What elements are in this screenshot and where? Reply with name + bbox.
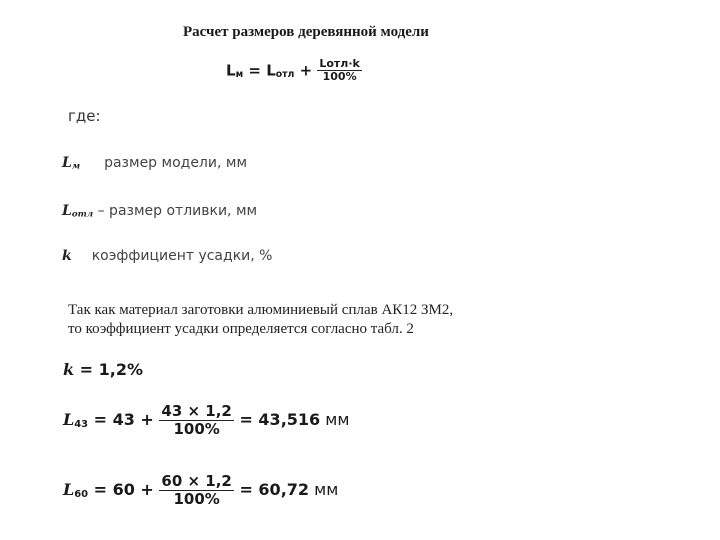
k-symbol: k [63, 360, 75, 379]
calc-numerator: 43 × 1,2 [161, 402, 232, 420]
formula-denominator: 100% [317, 70, 362, 84]
definition-casting-size [62, 203, 257, 220]
definition-model-size [62, 155, 247, 172]
calc-unit: мм [320, 409, 350, 429]
calc-l43 [63, 403, 349, 438]
calc-symbol: L [63, 409, 75, 429]
paragraph [68, 301, 453, 339]
calc-result: = 60,72 [233, 479, 310, 499]
calc-unit: мм [309, 479, 339, 499]
calc-numerator: 60 × 1,2 [161, 472, 232, 490]
definition-symbol: $L_{отл}$ [62, 203, 94, 220]
calc-denominator: 100% [159, 420, 233, 438]
calc-symbol-sub: 60 [74, 488, 89, 500]
main-formula [226, 58, 362, 84]
where-label: где: [68, 107, 101, 125]
formula-lhs-sub: м [235, 69, 244, 81]
definition-text: – размер отливки, мм [93, 203, 258, 219]
definition-shrinkage [62, 248, 272, 264]
definition-text: размер модели, мм [104, 155, 248, 171]
paragraph-line: Так как материал заготовки алюминиевый сплав АК12 ЗМ2, [68, 302, 454, 318]
definition-symbol: k [62, 248, 72, 264]
formula-lhs: L [226, 61, 236, 80]
page-title: Расчет размеров деревянной модели [183, 24, 429, 40]
calc-result: = 43,516 [233, 409, 321, 429]
calc-symbol-sub: 43 [74, 418, 89, 430]
formula-term1-sub: отл [275, 69, 295, 81]
formula-plus: + [294, 61, 318, 80]
k-expression: = 1,2% [74, 360, 144, 379]
formula-numerator: Lотл·k [319, 57, 360, 70]
calc-lead: = 60 + [88, 479, 160, 499]
definition-text: коэффициент усадки, % [91, 248, 273, 264]
calc-symbol: L [63, 479, 75, 499]
k-value-line [63, 360, 143, 379]
paragraph-line: то коэффициент усадки определяется согласно табл. 2 [68, 321, 414, 337]
formula-equals: = [243, 61, 267, 80]
formula-term1: L [266, 61, 276, 80]
calc-lead: = 43 + [88, 409, 160, 429]
calc-fraction [159, 403, 233, 438]
calc-fraction [159, 473, 233, 508]
calc-denominator: 100% [159, 490, 233, 508]
definition-symbol: $L_м$ [62, 155, 81, 172]
calc-l60 [63, 473, 338, 508]
formula-fraction [317, 58, 362, 84]
